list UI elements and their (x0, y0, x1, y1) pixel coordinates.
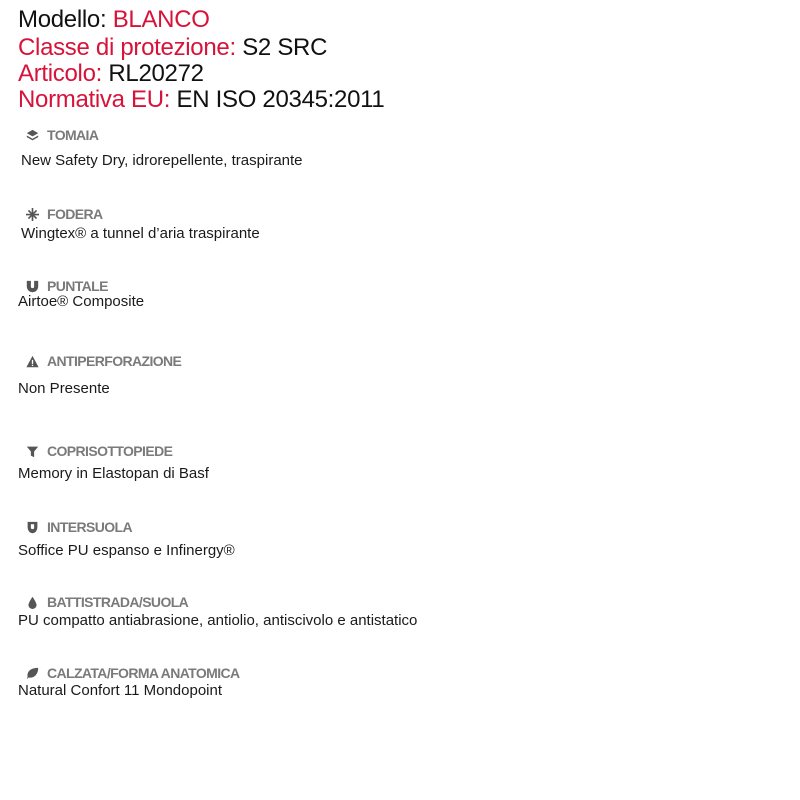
section-title: TOMAIA (47, 127, 99, 143)
protection-class-label: Classe di protezione: (18, 34, 236, 61)
section-text-tomaia: New Safety Dry, idrorepellente, traspirante (21, 152, 303, 169)
protection-class-value: S2 SRC (242, 34, 328, 61)
layers-icon (25, 128, 39, 142)
section-title: PUNTALE (47, 278, 108, 294)
section-heading-fodera (25, 205, 103, 223)
leaf-icon (25, 666, 39, 680)
norm-line (18, 87, 384, 113)
norm-value: EN ISO 20345:2011 (176, 86, 385, 113)
section-text-fodera: Wingtex® a tunnel d’aria traspirante (21, 225, 260, 242)
section-heading-intersuola (25, 518, 132, 536)
section-text-battistrada: PU compatto antiabrasione, antiolio, antiscivolo e antistatico (18, 612, 418, 629)
section-text-calzata: Natural Confort 11 Mondopoint (18, 682, 223, 699)
article-value: RL20272 (108, 60, 204, 87)
article-line (18, 61, 204, 87)
section-text-coprisottopiede: Memory in Elastopan di Basf (18, 465, 209, 482)
protection-class-line (18, 35, 327, 61)
snowflake-icon (25, 207, 39, 221)
model-line (18, 7, 210, 33)
section-title: COPRISOTTOPIEDE (47, 443, 173, 459)
section-title: BATTISTRADA/SUOLA (47, 594, 189, 610)
drop-icon (25, 595, 39, 609)
norm-label: Normativa EU: (18, 86, 171, 113)
section-title: ANTIPERFORAZIONE (47, 353, 182, 369)
model-value: BLANCO (112, 6, 210, 33)
section-heading-antiperforazione (25, 352, 181, 370)
section-title: FODERA (47, 206, 103, 222)
section-text-intersuola: Soffice PU espanso e Infinergy® (18, 542, 235, 559)
magnet-icon (25, 279, 39, 293)
section-text-antiperforazione: Non Presente (18, 380, 110, 397)
section-heading-tomaia (25, 126, 98, 144)
section-title: CALZATA/FORMA ANATOMICA (47, 665, 240, 681)
filter-icon (25, 444, 39, 458)
model-label: Modello: (18, 6, 107, 33)
section-text-puntale: Airtoe® Composite (18, 293, 145, 310)
section-title: INTERSUOLA (47, 519, 133, 535)
article-label: Articolo: (18, 60, 102, 87)
shield-icon (25, 520, 39, 534)
warning-icon (25, 354, 39, 368)
section-heading-battistrada (25, 593, 188, 611)
section-heading-calzata (25, 664, 240, 682)
section-heading-coprisottopiede (25, 442, 172, 460)
